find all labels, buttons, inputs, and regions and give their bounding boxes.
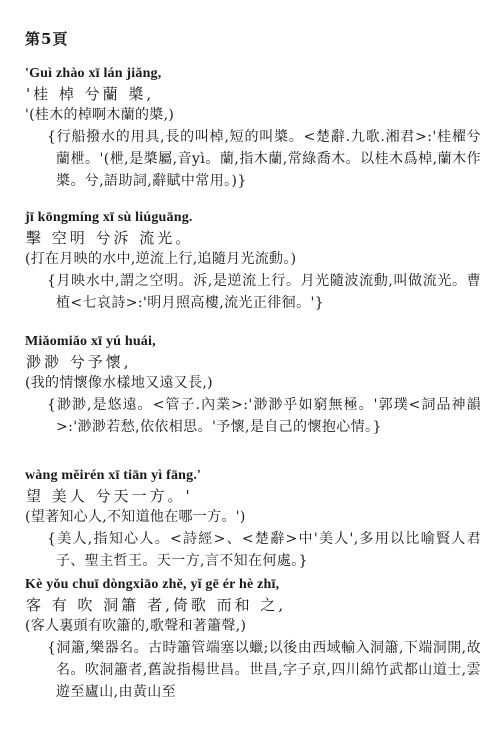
annotation-note: {月映水中,謂之空明。泝,是逆流上行。月光隨波流動,叫做流光。曹植<七哀詩>:'明月照高樓,流光正徘徊。'}: [47, 273, 481, 311]
stanza-2: [25, 208, 495, 314]
page-number: 第5頁: [25, 30, 69, 48]
stanza-3: [25, 332, 495, 438]
annotation-note: {渺渺,是悠遠。<管子.內業>:'渺渺乎如窮無極。'郭璞<詞品神韻>:'渺渺若愁,依依相思。'予懷,是自己的懷抱心情。}: [47, 397, 481, 435]
chinese-line: 渺渺 兮予懷,: [26, 353, 132, 371]
pinyin-line: Miǎomiǎo xī yú huái,: [25, 334, 156, 349]
pinyin-line: Kè yǒu chuī dòngxiāo zhě, yǐ gē ér hè zhī,: [25, 577, 280, 592]
translation-line: (我的情懷像水樣地又遠又長,): [25, 375, 213, 391]
translation-line: '(桂木的棹啊木蘭的槳,): [25, 107, 175, 123]
pinyin-line: jī kōngmíng xī sù liúguāng.: [25, 210, 193, 225]
annotation-note: {美人,指知心人。<詩經>、<楚辭>中'美人',多用以比喻賢人君子、聖主哲王。天一方,言不知在何處。}: [47, 531, 481, 569]
stanza-5: [25, 575, 495, 703]
translation-line: (打在月映的水中,逆流上行,追隨月光流動。): [25, 251, 297, 267]
stanza-1: [25, 64, 495, 192]
chinese-line: 望 美人 兮天一方。': [26, 487, 193, 505]
translation-line: (客人裏頭有吹簫的,歌聲和著簫聲,): [25, 618, 247, 634]
chinese-line: '桂 棹 兮蘭 槳,: [26, 85, 155, 103]
pinyin-line: wàng měirén xī tiān yì fāng.': [25, 468, 202, 483]
translation-line: (望著知心人,不知道他在哪一方。'): [25, 509, 246, 525]
pinyin-line: 'Guì zhào xī lán jiǎng,: [25, 66, 162, 81]
chinese-line: 擊 空明 兮泝 流光。: [26, 229, 194, 247]
annotation-note: {行船撥水的用具,長的叫棹,短的叫槳。<楚辭.九歌.湘君>:'桂櫂兮蘭枻。'(枻,是槳屬,音yì。蘭,指木蘭,常綠喬木。以桂木爲棹,蘭木作槳。兮,語助詞,辭賦中常用。)}: [47, 129, 481, 189]
chinese-line: 客 有 吹 洞簫 者,倚歌 而和 之,: [26, 596, 287, 614]
stanza-4: [25, 466, 495, 572]
annotation-note: {洞簫,樂器名。古時簫管端塞以蠟;以後由西域輸入洞簫,下端洞開,故名。吹洞簫者,舊說指楊世昌。世昌,字子京,四川綿竹武都山道士,雲遊至廬山,由黃山至: [47, 640, 481, 700]
